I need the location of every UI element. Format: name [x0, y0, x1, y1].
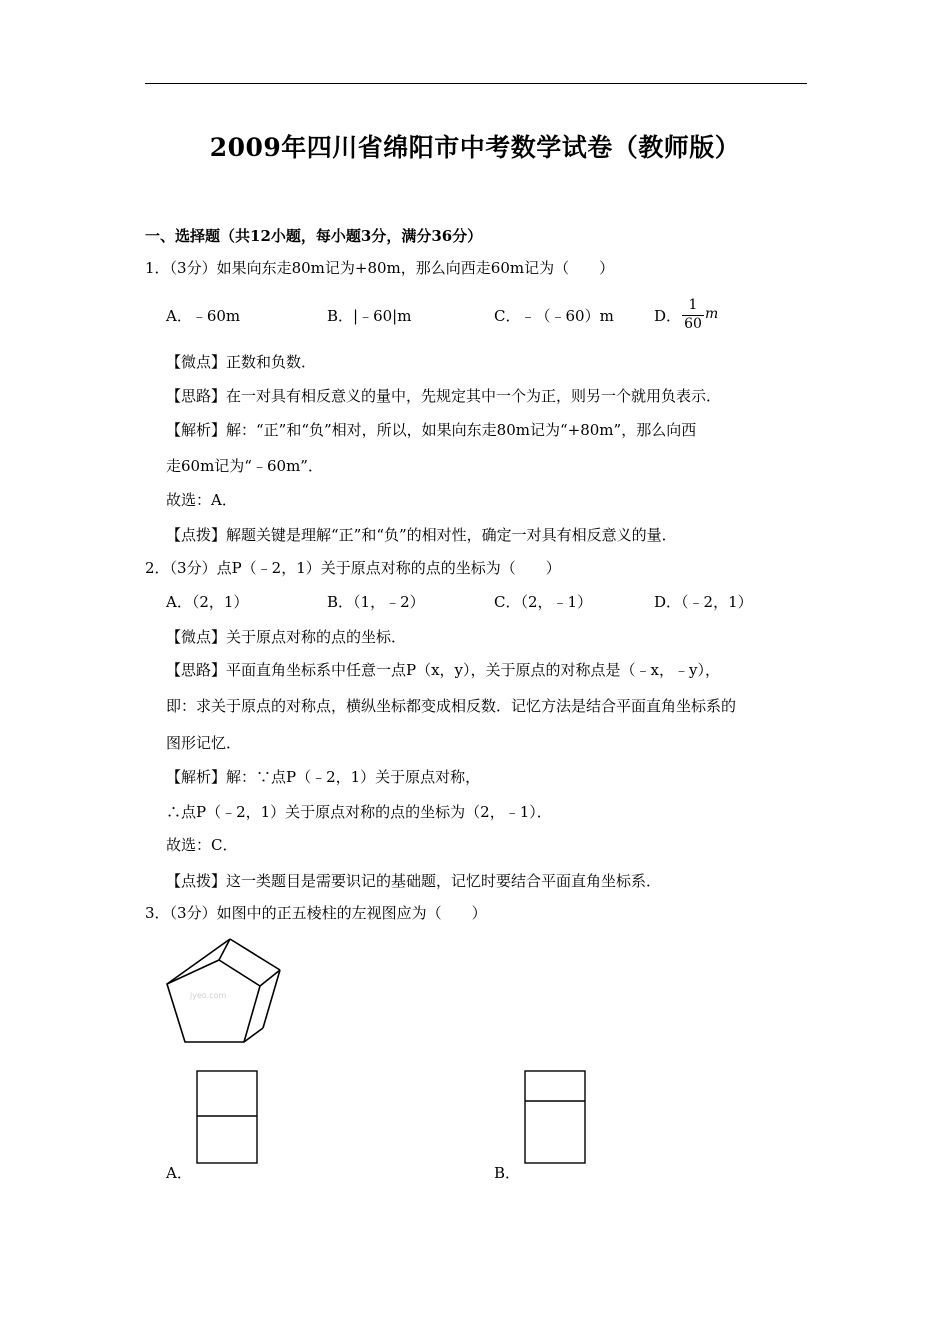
q1-option-c: C．﹣（﹣60）m [494, 307, 614, 325]
q2-option-d: D．（﹣2，1） [654, 593, 753, 611]
q2-dianbo: 【点拨】这一类题目是需要识记的基础题，记忆时要结合平面直角坐标系． [166, 872, 662, 890]
q2-option-c: C．（2，﹣1） [494, 593, 593, 611]
question-1-stem: 1．（3分）如果向东走80m记为+80m，那么向西走60m记为（ ） [145, 259, 615, 277]
q2-silu-line-1: 【思路】平面直角坐标系中任意一点P（x，y），关于原点的对称点是（﹣x，﹣y）， [166, 661, 720, 679]
q1-silu: 【思路】在一对具有相反意义的量中，先规定其中一个为正，则另一个就用负表示． [166, 387, 722, 405]
q3-option-b-figure [524, 1070, 588, 1165]
watermark-text: jyeo.com [190, 991, 227, 1000]
question-2-stem: 2．（3分）点P（﹣2，1）关于原点对称的点的坐标为（ ） [145, 559, 561, 577]
q1-jiexi-line-1: 【解析】解：“正”和“负”相对，所以，如果向东走80m记为“+80m”，那么向西 [166, 421, 697, 439]
q1-option-d-label: D． [654, 307, 682, 325]
header-rule [145, 83, 807, 84]
q1-option-d-fraction [682, 297, 722, 333]
q2-weidian: 【微点】关于原点对称的点的坐标． [166, 628, 407, 646]
q2-jiexi-line-2: ∴点P（﹣2，1）关于原点对称的点的坐标为（2，﹣1）． [166, 803, 552, 821]
q3-option-a-figure [196, 1070, 260, 1165]
q1-weidian: 【微点】正数和负数． [166, 353, 317, 371]
q2-jiexi-line-1: 【解析】解：∵点P（﹣2，1）关于原点对称， [166, 768, 481, 786]
fraction-denominator: 60 [684, 316, 702, 332]
q2-answer: 故选：C． [166, 836, 238, 854]
q2-silu-line-3: 图形记忆． [166, 734, 242, 752]
q1-jiexi-line-2: 走60m记为“﹣60m”． [166, 457, 323, 475]
question-3-stem: 3．（3分）如图中的正五棱柱的左视图应为（ ） [145, 904, 487, 922]
q1-option-b: B．|﹣60|m [327, 307, 412, 325]
q2-silu-line-2: 即：求关于原点的对称点，横纵坐标都变成相反数．记忆方法是结合平面直角坐标系的 [166, 697, 737, 715]
q1-answer: 故选：A． [166, 491, 237, 509]
pentagonal-prism-figure [160, 932, 290, 1050]
fraction-variable: m [705, 306, 719, 322]
q1-option-a: A．﹣60m [166, 307, 241, 325]
q2-option-a: A．（2，1） [166, 593, 249, 611]
page-title: 2009年四川省绵阳市中考数学试卷（教师版） [209, 133, 741, 162]
q2-option-b: B．（1，﹣2） [327, 593, 425, 611]
section-heading: 一、选择题（共12小题，每小题3分，满分36分） [145, 227, 483, 245]
q3-option-b-label: B． [494, 1164, 521, 1182]
q3-option-a-label: A． [166, 1164, 192, 1182]
q1-dianbo: 【点拨】解题关键是理解“正”和“负”的相对性，确定一对具有相反意义的量． [166, 526, 677, 544]
fraction-numerator: 1 [688, 297, 698, 313]
